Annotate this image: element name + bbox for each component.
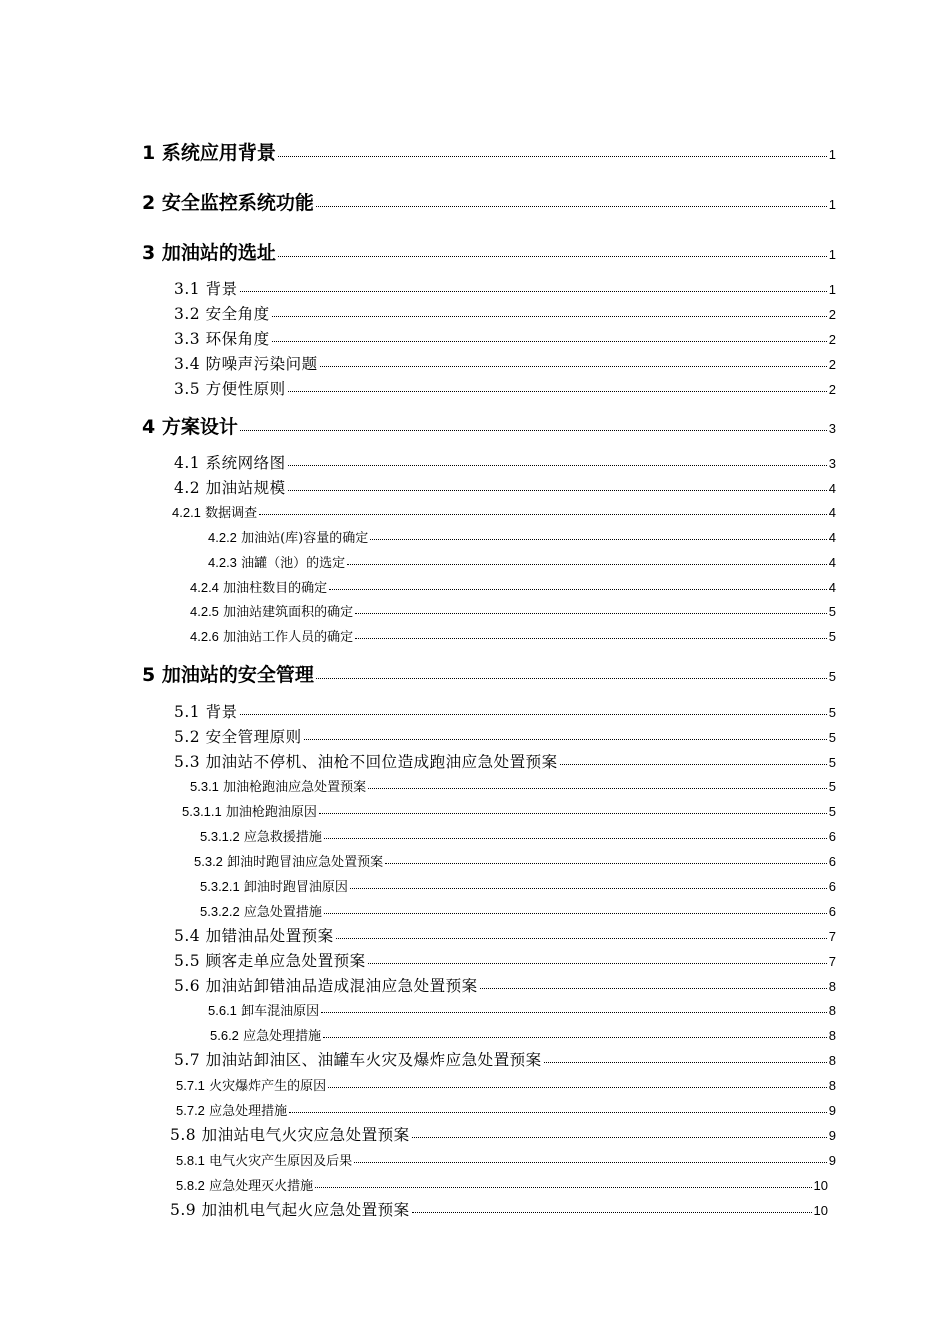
toc-entry-title: [142, 412, 238, 439]
toc-page-number: 2: [828, 357, 836, 372]
toc-entry[interactable]: [200, 901, 836, 920]
toc-dot-leader: [288, 490, 827, 491]
toc-entry[interactable]: [142, 238, 836, 265]
toc-entry-number: 2: [142, 192, 156, 214]
toc-entry-title: [200, 876, 348, 895]
toc-entry[interactable]: [142, 660, 836, 687]
toc-entry[interactable]: [174, 1048, 836, 1070]
toc-page-number: 8: [828, 1028, 836, 1043]
toc-dot-leader: [324, 838, 827, 839]
toc-dot-leader: [315, 1187, 811, 1188]
toc-entry[interactable]: [174, 352, 836, 374]
toc-dot-leader: [272, 316, 827, 317]
toc-entry[interactable]: [200, 826, 836, 845]
toc-entry-number: 5.8.2: [176, 1178, 205, 1193]
toc-entry-text: 应急处置措施: [243, 905, 322, 920]
toc-entry-number: 5.3.1: [190, 779, 219, 794]
toc-entry-number: 3.3: [174, 330, 201, 348]
toc-entry[interactable]: [174, 700, 836, 722]
toc-entry[interactable]: [170, 1123, 836, 1145]
toc-entry-number: 5.3: [174, 753, 201, 771]
toc-entry-title: [174, 1048, 542, 1070]
toc-dot-leader: [288, 465, 827, 466]
toc-page-number: 6: [828, 854, 836, 869]
toc-entry-number: 3.1: [174, 280, 201, 298]
toc-entry-text: 背景: [205, 703, 238, 721]
toc-entry-text: 加油枪跑油应急处置预案: [223, 780, 367, 795]
toc-entry-text: 加油枪跑油原因: [225, 805, 317, 820]
toc-page-number: 6: [828, 904, 836, 919]
toc-entry-title: [142, 138, 276, 165]
toc-entry-title: [174, 949, 366, 971]
toc-entry-title: [172, 502, 257, 521]
toc-entry-number: 3.4: [174, 355, 201, 373]
toc-dot-leader: [316, 206, 827, 207]
toc-entry-text: 安全监控系统功能: [161, 192, 314, 214]
toc-dot-leader: [240, 291, 827, 292]
toc-dot-leader: [278, 256, 827, 257]
toc-entry-text: 应急处理灭火措施: [209, 1179, 314, 1194]
toc-entry[interactable]: [176, 1100, 836, 1119]
toc-page-number: 1: [828, 197, 836, 212]
toc-entry-number: 5.6: [174, 977, 201, 995]
toc-entry-title: [194, 851, 383, 870]
toc-entry-number: 4.1: [174, 454, 201, 472]
toc-page-number: 7: [828, 929, 836, 944]
toc-entry-text: 数据调查: [205, 506, 258, 521]
toc-entry-number: 4: [142, 416, 156, 438]
toc-page-number: 1: [828, 282, 836, 297]
toc-page-number: 6: [828, 829, 836, 844]
toc-entry-title: [170, 1123, 410, 1145]
toc-entry[interactable]: [174, 725, 836, 747]
toc-entry-text: 卸油时跑冒油应急处置预案: [227, 855, 384, 870]
toc-entry-text: 加油站卸错油品造成混油应急处置预案: [205, 977, 478, 995]
toc-entry-number: 5.3.2.2: [200, 904, 240, 919]
toc-entry[interactable]: [174, 974, 836, 996]
toc-entry-number: 5.3.1.2: [200, 829, 240, 844]
toc-entry-text: 方便性原则: [205, 380, 286, 398]
toc-entry-number: 5.2: [174, 728, 201, 746]
toc-page-number: 5: [828, 629, 836, 644]
toc-entry[interactable]: [176, 1175, 828, 1194]
toc-page-number: 10: [813, 1203, 828, 1218]
toc-entry-title: [190, 776, 366, 795]
toc-entry-title: [174, 277, 238, 299]
toc-entry[interactable]: [182, 801, 836, 820]
toc-entry-title: [200, 901, 322, 920]
toc-entry-text: 卸车混油原因: [241, 1004, 320, 1019]
toc-entry-text: 应急处理措施: [243, 1029, 322, 1044]
toc-entry[interactable]: [200, 876, 836, 895]
toc-entry[interactable]: [142, 138, 836, 165]
toc-page-number: 5: [828, 779, 836, 794]
toc-page-number: 10: [813, 1178, 828, 1193]
toc-entry-title: [190, 601, 353, 620]
toc-entry[interactable]: [190, 577, 836, 596]
toc-entry-title: [174, 327, 270, 349]
toc-entry[interactable]: [190, 601, 836, 620]
toc-page-number: 8: [828, 979, 836, 994]
toc-page-number: 2: [828, 332, 836, 347]
toc-entry-text: 加油站的选址: [161, 242, 276, 264]
toc-entry[interactable]: [174, 327, 836, 349]
toc-entry-text: 加油机电气起火应急处置预案: [201, 1201, 410, 1219]
toc-entry-title: [208, 527, 368, 546]
toc-page-number: 4: [828, 530, 836, 545]
toc-dot-leader: [368, 788, 827, 789]
toc-entry-text: 安全角度: [205, 305, 270, 323]
toc-dot-leader: [329, 589, 827, 590]
toc-entry-number: 5.1: [174, 703, 201, 721]
toc-entry[interactable]: [172, 502, 836, 521]
toc-dot-leader: [350, 888, 827, 889]
toc-entry-number: 5.6.1: [208, 1003, 237, 1018]
toc-entry-text: 加油站卸油区、油罐车火灾及爆炸应急处置预案: [205, 1051, 542, 1069]
toc-dot-leader: [320, 366, 827, 367]
toc-entry-title: [200, 826, 322, 845]
toc-dot-leader: [355, 638, 827, 639]
toc-entry-number: 5.7.2: [176, 1103, 205, 1118]
toc-page-number: 4: [828, 555, 836, 570]
toc-dot-leader: [321, 1012, 827, 1013]
toc-entry[interactable]: [174, 302, 836, 324]
toc-dot-leader: [272, 341, 827, 342]
toc-dot-leader: [354, 1162, 827, 1163]
toc-page-number: 5: [828, 669, 836, 684]
toc-page-number: 4: [828, 505, 836, 520]
toc-entry[interactable]: [142, 412, 836, 439]
toc-page-number: 8: [828, 1003, 836, 1018]
toc-entry-text: 加油站规模: [205, 479, 286, 497]
toc-entry-title: [174, 924, 334, 946]
toc-dot-leader: [385, 863, 827, 864]
toc-entry[interactable]: [176, 1075, 836, 1094]
toc-entry-text: 加油站工作人员的确定: [223, 630, 354, 645]
toc-entry-number: 5.8.1: [176, 1153, 205, 1168]
toc-entry-title: [170, 1198, 410, 1220]
toc-entry-text: 应急处理措施: [209, 1104, 288, 1119]
toc-entry-title: [182, 801, 317, 820]
toc-entry[interactable]: [190, 626, 836, 645]
toc-page-number: 7: [828, 954, 836, 969]
toc-entry-text: 系统网络图: [205, 454, 286, 472]
toc-entry[interactable]: [142, 188, 836, 215]
toc-entry-title: [174, 352, 318, 374]
toc-entry-number: 4.2.2: [208, 530, 237, 545]
toc-entry-number: 3: [142, 242, 156, 264]
toc-entry-title: [210, 1025, 321, 1044]
toc-entry[interactable]: [210, 1025, 836, 1044]
toc-dot-leader: [560, 764, 827, 765]
toc-dot-leader: [304, 739, 827, 740]
toc-entry[interactable]: [190, 776, 836, 795]
toc-page-number: 2: [828, 307, 836, 322]
toc-entry-text: 加油站的安全管理: [161, 664, 314, 686]
toc-dot-leader: [480, 988, 827, 989]
toc-page-number: 8: [828, 1053, 836, 1068]
toc-entry-text: 加油柱数目的确定: [223, 581, 328, 596]
toc-entry-number: 1: [142, 142, 156, 164]
toc-entry-number: 5.6.2: [210, 1028, 239, 1043]
toc-entry[interactable]: [174, 924, 836, 946]
toc-entry-number: 5.9: [170, 1201, 197, 1219]
toc-entry-number: 4.2.3: [208, 555, 237, 570]
toc-entry[interactable]: [176, 1150, 836, 1169]
toc-entry-title: [174, 302, 270, 324]
toc-dot-leader: [336, 938, 827, 939]
toc-page-number: 4: [828, 580, 836, 595]
toc-entry-number: 4.2.5: [190, 604, 219, 619]
toc-entry-text: 加油站建筑面积的确定: [223, 605, 354, 620]
toc-entry-number: 5.7: [174, 1051, 201, 1069]
toc-dot-leader: [368, 963, 827, 964]
toc-entry-number: 3.5: [174, 380, 201, 398]
toc-page-number: 2: [828, 382, 836, 397]
toc-entry-title: [174, 451, 286, 473]
toc-entry-title: [174, 377, 286, 399]
toc-entry[interactable]: [174, 949, 836, 971]
toc-dot-leader: [316, 678, 827, 679]
toc-entry-number: 5.3.2.1: [200, 879, 240, 894]
toc-entry-title: [176, 1150, 352, 1169]
toc-entry-number: 5.3.1.1: [182, 804, 222, 819]
toc-entry-text: 电气火灾产生原因及后果: [209, 1154, 353, 1169]
toc-entry-text: 环保角度: [205, 330, 270, 348]
toc-page-number: 3: [828, 456, 836, 471]
toc-entry[interactable]: [170, 1198, 828, 1220]
toc-page-number: 9: [828, 1153, 836, 1168]
toc-entry-number: 4.2.1: [172, 505, 201, 520]
toc-dot-leader: [347, 564, 827, 565]
toc-entry-title: [142, 238, 276, 265]
toc-entry-title: [174, 725, 302, 747]
toc-page-number: 4: [828, 481, 836, 496]
toc-page-number: 1: [828, 147, 836, 162]
toc-entry-number: 5: [142, 664, 156, 686]
toc-entry-number: 4.2.4: [190, 580, 219, 595]
toc-entry-number: 5.4: [174, 927, 201, 945]
toc-entry-number: 3.2: [174, 305, 201, 323]
toc-dot-leader: [278, 156, 827, 157]
toc-entry[interactable]: [208, 552, 836, 571]
toc-page-number: 3: [828, 421, 836, 436]
toc-entry-title: [190, 577, 327, 596]
toc-entry-number: 5.7.1: [176, 1078, 205, 1093]
toc-entry-number: 4.2: [174, 479, 201, 497]
toc-entry[interactable]: [174, 750, 836, 772]
toc-page-number: 5: [828, 705, 836, 720]
toc-entry-text: 火灾爆炸产生的原因: [209, 1079, 327, 1094]
toc-page-number: 5: [828, 804, 836, 819]
toc-page-number: 8: [828, 1078, 836, 1093]
toc-entry[interactable]: [174, 277, 836, 299]
toc-dot-leader: [289, 1112, 827, 1113]
toc-dot-leader: [240, 430, 827, 431]
toc-entry-number: 5.8: [170, 1126, 197, 1144]
toc-entry-text: 加油站电气火灾应急处置预案: [201, 1126, 410, 1144]
toc-entry-text: 应急救援措施: [243, 830, 322, 845]
toc-entry-title: [208, 1000, 319, 1019]
toc-entry-title: [176, 1075, 326, 1094]
toc-entry[interactable]: [208, 527, 836, 546]
toc-page-number: 9: [828, 1103, 836, 1118]
toc-entry-text: 安全管理原则: [205, 728, 302, 746]
toc-entry[interactable]: [174, 476, 836, 498]
toc-entry[interactable]: [174, 377, 836, 399]
toc-dot-leader: [288, 391, 827, 392]
toc-entry-text: 方案设计: [161, 416, 238, 438]
toc-entry-number: 4.2.6: [190, 629, 219, 644]
toc-dot-leader: [259, 514, 827, 515]
toc-entry-text: 加错油品处置预案: [205, 927, 334, 945]
toc-dot-leader: [319, 813, 827, 814]
toc-entry-text: 加油站不停机、油枪不回位造成跑油应急处置预案: [205, 753, 558, 771]
toc-dot-leader: [370, 539, 827, 540]
toc-page-number: 1: [828, 247, 836, 262]
toc-entry-title: [174, 750, 558, 772]
toc-entry-text: 卸油时跑冒油原因: [243, 880, 348, 895]
toc-dot-leader: [324, 913, 827, 914]
toc-entry[interactable]: [208, 1000, 836, 1019]
toc-dot-leader: [240, 714, 827, 715]
toc-entry-title: [142, 188, 314, 215]
toc-page-number: 5: [828, 730, 836, 745]
toc-entry[interactable]: [174, 451, 836, 473]
toc-entry-text: 背景: [205, 280, 238, 298]
toc-page-number: 5: [828, 755, 836, 770]
toc-dot-leader: [323, 1037, 827, 1038]
toc-entry-title: [142, 660, 314, 687]
toc-page-number: 6: [828, 879, 836, 894]
toc-entry[interactable]: [194, 851, 836, 870]
toc-page-number: 5: [828, 604, 836, 619]
toc-entry-text: 系统应用背景: [161, 142, 276, 164]
toc-entry-title: [174, 974, 478, 996]
toc-page-number: 9: [828, 1128, 836, 1143]
toc-entry-title: [176, 1100, 287, 1119]
toc-entry-text: 顾客走单应急处置预案: [205, 952, 366, 970]
toc-dot-leader: [544, 1062, 827, 1063]
toc-entry-text: 油罐（池）的选定: [241, 556, 346, 571]
toc-entry-number: 5.5: [174, 952, 201, 970]
toc-dot-leader: [328, 1087, 827, 1088]
toc-entry-title: [174, 700, 238, 722]
toc-entry-number: 5.3.2: [194, 854, 223, 869]
toc-entry-title: [176, 1175, 313, 1194]
toc-entry-text: 加油站(库)容量的确定: [241, 531, 369, 546]
toc-entry-text: 防噪声污染问题: [205, 355, 318, 373]
toc-entry-title: [174, 476, 286, 498]
toc-entry-title: [208, 552, 345, 571]
toc-dot-leader: [355, 613, 827, 614]
toc-dot-leader: [412, 1137, 827, 1138]
toc-entry-title: [190, 626, 353, 645]
toc-dot-leader: [412, 1212, 812, 1213]
